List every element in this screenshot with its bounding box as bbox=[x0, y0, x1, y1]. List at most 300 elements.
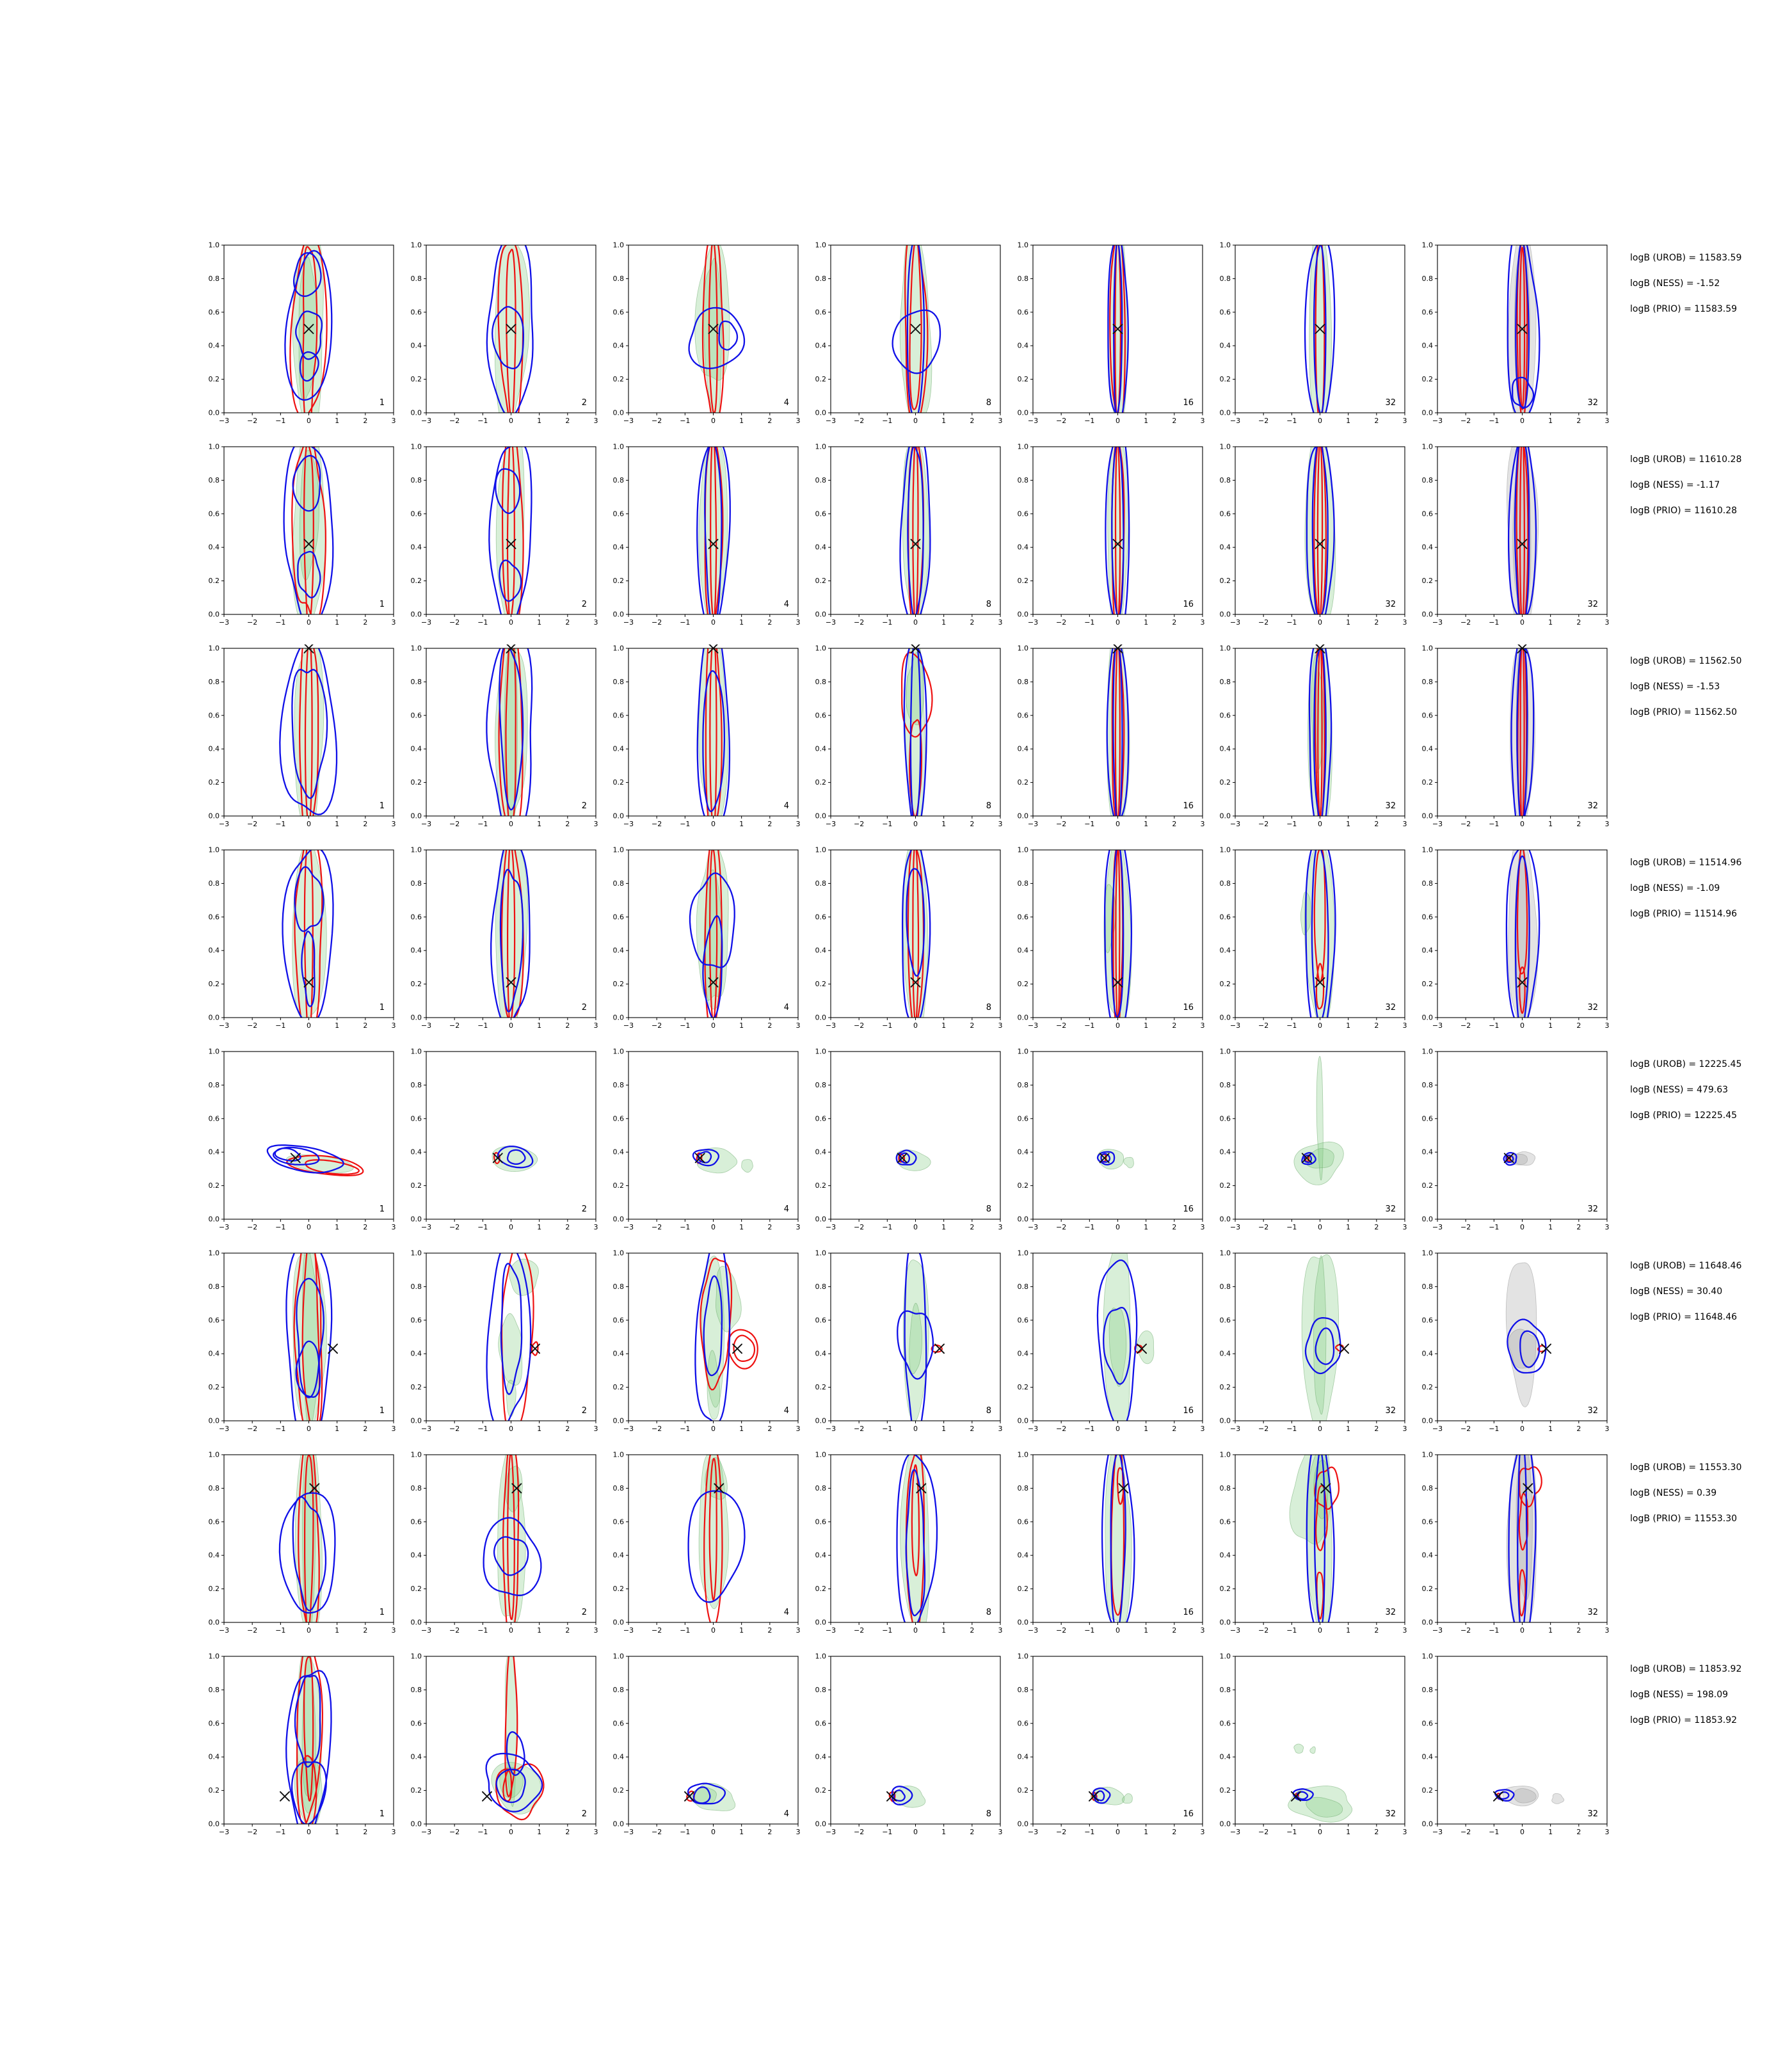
y-tick-label: 1.0 bbox=[815, 1249, 826, 1258]
x-tick-label: 2 bbox=[1576, 1223, 1581, 1231]
panel-budget-label: 4 bbox=[783, 1204, 789, 1214]
y-tick-label: 0.6 bbox=[1219, 913, 1231, 922]
x-tick-label: −2 bbox=[854, 417, 865, 425]
panel-budget-label: 32 bbox=[1587, 1003, 1598, 1012]
x-tick-label: −1 bbox=[1489, 1425, 1500, 1433]
y-tick-label: 0.6 bbox=[1017, 1517, 1028, 1526]
y-tick-label: 0.8 bbox=[1219, 677, 1231, 686]
y-tick-label: 0.2 bbox=[1219, 778, 1231, 787]
y-tick-label: 0.4 bbox=[1421, 744, 1433, 753]
panel-budget-label: 32 bbox=[1385, 1809, 1396, 1819]
panel-budget-label: 16 bbox=[1183, 600, 1194, 609]
x-tick-label: 3 bbox=[1604, 417, 1610, 425]
subplot-svg bbox=[1005, 241, 1207, 440]
y-tick-label: 0.2 bbox=[612, 980, 624, 989]
y-tick-label: 0.6 bbox=[1017, 509, 1028, 518]
x-tick-label: 2 bbox=[1374, 1021, 1379, 1030]
y-tick-label: 0.8 bbox=[612, 1685, 624, 1694]
subplot-panel bbox=[803, 1249, 1005, 1450]
x-tick-label: 1 bbox=[1548, 1626, 1553, 1635]
x-tick-label: −2 bbox=[449, 1223, 460, 1231]
y-tick-label: 0.6 bbox=[208, 1316, 220, 1325]
y-tick-label: 0.4 bbox=[815, 1349, 826, 1358]
x-tick-label: 1 bbox=[1346, 1021, 1351, 1030]
x-tick-label: 2 bbox=[1172, 1021, 1177, 1030]
x-tick-label: −3 bbox=[825, 1626, 836, 1635]
panel-budget-label: 2 bbox=[581, 1608, 587, 1617]
y-tick-label: 1.0 bbox=[208, 443, 220, 451]
x-tick-label: −3 bbox=[825, 1021, 836, 1030]
y-tick-label: 0.0 bbox=[1421, 610, 1433, 619]
x-tick-label: −2 bbox=[247, 1828, 258, 1836]
y-tick-label: 1.0 bbox=[1219, 1048, 1231, 1056]
x-tick-label: −2 bbox=[247, 417, 258, 425]
x-tick-label: −3 bbox=[1027, 1021, 1039, 1030]
y-tick-label: 1.0 bbox=[1017, 1451, 1028, 1459]
y-tick-label: 0.6 bbox=[815, 1719, 826, 1728]
panel-budget-label: 16 bbox=[1183, 398, 1194, 408]
y-tick-label: 1.0 bbox=[815, 443, 826, 451]
x-tick-label: −1 bbox=[1489, 1626, 1500, 1635]
logb-ness-label: logB (NESS) = -1.53 bbox=[1630, 682, 1720, 692]
x-tick-label: −3 bbox=[1229, 618, 1241, 627]
y-tick-label: 0.8 bbox=[410, 1282, 422, 1291]
x-tick-label: 2 bbox=[363, 417, 368, 425]
y-tick-label: 0.6 bbox=[815, 509, 826, 518]
y-tick-label: 0.4 bbox=[208, 1349, 220, 1358]
x-tick-label: 1 bbox=[1144, 1626, 1149, 1635]
x-tick-label: −2 bbox=[854, 1626, 865, 1635]
x-tick-label: 3 bbox=[998, 1223, 1003, 1231]
y-tick-label: 1.0 bbox=[1219, 1652, 1231, 1661]
plot-area bbox=[1507, 1451, 1542, 1640]
x-tick-label: −1 bbox=[1489, 1021, 1500, 1030]
plot-area bbox=[900, 443, 931, 629]
panel-budget-label: 4 bbox=[783, 1406, 789, 1416]
panel-budget-label: 32 bbox=[1385, 398, 1396, 408]
subplot-svg bbox=[1005, 443, 1207, 641]
y-tick-label: 1.0 bbox=[1017, 241, 1028, 250]
subplot-svg bbox=[1207, 846, 1409, 1044]
x-tick-label: 2 bbox=[970, 1021, 975, 1030]
x-tick-label: 0 bbox=[1520, 1626, 1524, 1635]
plot-area bbox=[1305, 443, 1336, 625]
subplot-svg bbox=[1005, 846, 1207, 1044]
x-tick-label: −1 bbox=[477, 417, 488, 425]
y-tick-label: 0.2 bbox=[815, 375, 826, 384]
x-tick-label: 0 bbox=[1116, 1626, 1120, 1635]
subplot-svg bbox=[196, 1249, 398, 1448]
x-tick-label: −1 bbox=[882, 1626, 893, 1635]
y-tick-label: 1.0 bbox=[1219, 846, 1231, 854]
x-tick-label: 1 bbox=[335, 1425, 340, 1433]
plot-area bbox=[1300, 846, 1335, 1040]
x-tick-label: 1 bbox=[1548, 1828, 1553, 1836]
x-tick-label: 1 bbox=[739, 1425, 744, 1433]
x-tick-label: 0 bbox=[1116, 1425, 1120, 1433]
subplot-panel bbox=[1207, 1048, 1409, 1249]
y-tick-label: 0.0 bbox=[612, 1215, 624, 1224]
panel-budget-label: 32 bbox=[1587, 1809, 1598, 1819]
y-tick-label: 0.4 bbox=[612, 341, 624, 350]
x-tick-label: 0 bbox=[509, 1425, 513, 1433]
x-tick-label: 2 bbox=[1172, 618, 1177, 627]
logb-urob-label: logB (UROB) = 11610.28 bbox=[1630, 454, 1742, 465]
y-tick-label: 0.2 bbox=[1421, 778, 1433, 787]
x-tick-label: −1 bbox=[882, 1021, 893, 1030]
y-tick-label: 0.0 bbox=[815, 408, 826, 417]
subplot-svg bbox=[600, 644, 803, 843]
x-tick-label: 0 bbox=[711, 1223, 716, 1231]
y-tick-label: 0.6 bbox=[1017, 711, 1028, 720]
plot-frame bbox=[1033, 1052, 1203, 1219]
y-tick-label: 0.8 bbox=[410, 476, 422, 484]
x-tick-label: −1 bbox=[1286, 1223, 1297, 1231]
subplot-panel bbox=[398, 1451, 600, 1652]
x-tick-label: 1 bbox=[537, 1021, 542, 1030]
x-tick-label: 1 bbox=[1346, 1425, 1351, 1433]
y-tick-label: 0.8 bbox=[815, 1685, 826, 1694]
y-tick-label: 0.0 bbox=[612, 408, 624, 417]
x-tick-label: 0 bbox=[711, 1021, 716, 1030]
panel-budget-label: 4 bbox=[783, 1003, 789, 1012]
y-tick-label: 0.0 bbox=[208, 1820, 220, 1828]
x-tick-label: 2 bbox=[565, 1425, 570, 1433]
y-tick-label: 0.6 bbox=[208, 711, 220, 720]
y-tick-label: 0.4 bbox=[1219, 1551, 1231, 1560]
x-tick-label: 3 bbox=[1604, 1223, 1610, 1231]
y-tick-label: 0.2 bbox=[1017, 1585, 1028, 1594]
y-tick-label: 0.4 bbox=[815, 543, 826, 552]
x-tick-label: 3 bbox=[391, 820, 396, 828]
y-tick-label: 1.0 bbox=[815, 1451, 826, 1459]
logb-urob-label: logB (UROB) = 11562.50 bbox=[1630, 656, 1742, 666]
x-tick-label: −3 bbox=[1432, 417, 1443, 425]
x-tick-label: −2 bbox=[652, 1425, 662, 1433]
x-tick-label: 3 bbox=[998, 1021, 1003, 1030]
x-tick-label: 1 bbox=[537, 1223, 542, 1231]
y-tick-label: 0.6 bbox=[1219, 711, 1231, 720]
x-tick-label: −2 bbox=[854, 1425, 865, 1433]
x-tick-label: 0 bbox=[1318, 1425, 1322, 1433]
x-tick-label: −3 bbox=[1229, 417, 1241, 425]
y-tick-label: 0.6 bbox=[1017, 1719, 1028, 1728]
x-tick-label: −3 bbox=[825, 820, 836, 828]
plot-area bbox=[1288, 1744, 1352, 1822]
x-tick-label: −1 bbox=[1489, 618, 1500, 627]
x-tick-label: −3 bbox=[420, 1626, 432, 1635]
logb-prio-label: logB (PRIO) = 12225.45 bbox=[1630, 1110, 1738, 1121]
x-tick-label: 1 bbox=[335, 1626, 340, 1635]
y-tick-label: 0.8 bbox=[1421, 274, 1433, 283]
x-tick-label: 3 bbox=[391, 618, 396, 627]
x-tick-label: 3 bbox=[998, 1626, 1003, 1635]
y-tick-label: 0.6 bbox=[1421, 711, 1433, 720]
x-tick-label: −1 bbox=[1084, 417, 1095, 425]
plot-area bbox=[280, 644, 340, 841]
panel-budget-label: 32 bbox=[1385, 1204, 1396, 1214]
y-tick-label: 0.6 bbox=[1421, 1316, 1433, 1325]
plot-area bbox=[1506, 1263, 1546, 1407]
plot-frame bbox=[426, 1052, 596, 1219]
y-tick-label: 0.6 bbox=[208, 1517, 220, 1526]
subplot-svg bbox=[1409, 1451, 1612, 1649]
x-tick-label: −1 bbox=[477, 1828, 488, 1836]
subplot-panel bbox=[1207, 644, 1409, 845]
x-tick-label: 0 bbox=[509, 1828, 513, 1836]
plot-area bbox=[280, 1451, 335, 1638]
subplot-svg bbox=[398, 1249, 600, 1448]
y-tick-label: 1.0 bbox=[1219, 644, 1231, 653]
x-tick-label: −3 bbox=[1229, 820, 1241, 828]
subplot-svg bbox=[1409, 443, 1612, 641]
y-tick-label: 0.8 bbox=[410, 879, 422, 888]
x-tick-label: 2 bbox=[767, 1021, 772, 1030]
x-tick-label: 1 bbox=[739, 618, 744, 627]
x-tick-label: 1 bbox=[335, 417, 340, 425]
y-tick-label: 0.0 bbox=[208, 610, 220, 619]
x-tick-label: 1 bbox=[739, 1828, 744, 1836]
y-tick-label: 0.4 bbox=[1421, 1551, 1433, 1560]
x-tick-label: −1 bbox=[1084, 1425, 1095, 1433]
y-tick-label: 0.2 bbox=[208, 577, 220, 586]
y-tick-label: 0.2 bbox=[1421, 577, 1433, 586]
y-tick-label: 0.2 bbox=[815, 778, 826, 787]
subplot-svg bbox=[398, 1451, 600, 1649]
x-tick-label: 3 bbox=[1200, 1223, 1205, 1231]
y-tick-label: 0.2 bbox=[208, 1585, 220, 1594]
y-tick-label: 0.4 bbox=[410, 1752, 422, 1761]
x-tick-label: 1 bbox=[537, 1425, 542, 1433]
x-tick-label: −2 bbox=[854, 1223, 865, 1231]
y-tick-label: 0.4 bbox=[410, 1349, 422, 1358]
y-tick-label: 0.6 bbox=[815, 1114, 826, 1123]
y-tick-label: 0.4 bbox=[1421, 946, 1433, 955]
y-tick-label: 1.0 bbox=[208, 644, 220, 653]
y-tick-label: 0.4 bbox=[410, 946, 422, 955]
y-tick-label: 0.6 bbox=[1421, 1719, 1433, 1728]
y-tick-label: 1.0 bbox=[208, 1652, 220, 1661]
x-tick-label: 1 bbox=[1144, 1828, 1149, 1836]
plot-area bbox=[896, 1150, 931, 1171]
x-tick-label: −3 bbox=[420, 820, 432, 828]
x-tick-label: 2 bbox=[1172, 417, 1177, 425]
x-tick-label: 0 bbox=[1116, 1223, 1120, 1231]
x-tick-label: −3 bbox=[1229, 1828, 1241, 1836]
subplot-panel bbox=[1005, 644, 1207, 845]
x-tick-label: 0 bbox=[711, 417, 716, 425]
y-tick-label: 1.0 bbox=[1219, 443, 1231, 451]
y-tick-label: 0.2 bbox=[208, 778, 220, 787]
subplot-svg bbox=[1207, 1048, 1409, 1246]
x-tick-label: 0 bbox=[1318, 417, 1322, 425]
x-tick-label: −3 bbox=[1432, 820, 1443, 828]
panel-budget-label: 2 bbox=[581, 600, 587, 609]
x-tick-label: 3 bbox=[593, 417, 598, 425]
x-tick-label: −3 bbox=[825, 1425, 836, 1433]
x-tick-label: 0 bbox=[711, 1425, 716, 1433]
x-tick-label: 3 bbox=[796, 1021, 801, 1030]
panel-budget-label: 32 bbox=[1587, 1406, 1598, 1416]
y-tick-label: 0.4 bbox=[815, 1148, 826, 1156]
y-tick-label: 0.0 bbox=[1219, 1618, 1231, 1627]
y-tick-label: 0.4 bbox=[612, 1752, 624, 1761]
subplot-panel bbox=[600, 241, 803, 442]
x-tick-label: −3 bbox=[1027, 1223, 1039, 1231]
x-tick-label: −3 bbox=[218, 1626, 230, 1635]
y-tick-label: 0.8 bbox=[1017, 1685, 1028, 1694]
x-tick-label: −3 bbox=[623, 1021, 634, 1030]
x-tick-label: −1 bbox=[1286, 1021, 1297, 1030]
subplot-svg bbox=[1207, 443, 1409, 641]
x-tick-label: 0 bbox=[1318, 1223, 1322, 1231]
y-tick-label: 0.4 bbox=[1219, 1752, 1231, 1761]
x-tick-label: 3 bbox=[391, 1425, 396, 1433]
subplot-panel bbox=[803, 443, 1005, 644]
x-tick-label: −1 bbox=[882, 1828, 893, 1836]
subplot-panel bbox=[1005, 1451, 1207, 1652]
subplot-svg bbox=[600, 1249, 803, 1448]
x-tick-label: 2 bbox=[1576, 417, 1581, 425]
y-tick-label: 0.6 bbox=[410, 711, 422, 720]
x-tick-label: −3 bbox=[420, 1021, 432, 1030]
y-tick-label: 1.0 bbox=[815, 1048, 826, 1056]
y-tick-label: 1.0 bbox=[815, 846, 826, 854]
x-tick-label: 2 bbox=[767, 1626, 772, 1635]
y-tick-label: 1.0 bbox=[612, 1451, 624, 1459]
x-tick-label: 3 bbox=[1402, 618, 1407, 627]
subplot-panel bbox=[196, 1048, 398, 1249]
x-tick-label: −2 bbox=[449, 417, 460, 425]
y-tick-label: 0.2 bbox=[1219, 1585, 1231, 1594]
x-tick-label: 0 bbox=[1318, 1626, 1322, 1635]
logb-ness-label: logB (NESS) = -1.09 bbox=[1630, 883, 1720, 893]
x-tick-label: 0 bbox=[1318, 1828, 1322, 1836]
subplot-panel bbox=[398, 644, 600, 845]
plot-area bbox=[698, 644, 730, 831]
x-tick-label: 1 bbox=[335, 1021, 340, 1030]
x-tick-label: 3 bbox=[998, 820, 1003, 828]
y-tick-label: 0.2 bbox=[1421, 1181, 1433, 1190]
y-tick-label: 0.0 bbox=[1219, 1416, 1231, 1425]
subplot-svg bbox=[600, 1048, 803, 1246]
x-tick-label: −3 bbox=[1027, 417, 1039, 425]
subplot-svg bbox=[1005, 1652, 1207, 1851]
y-tick-label: 0.4 bbox=[1219, 341, 1231, 350]
x-tick-label: −2 bbox=[1460, 1626, 1471, 1635]
y-tick-label: 0.2 bbox=[410, 1786, 422, 1795]
y-tick-label: 0.4 bbox=[612, 946, 624, 955]
x-tick-label: −1 bbox=[680, 1626, 691, 1635]
panel-budget-label: 16 bbox=[1183, 1003, 1194, 1012]
x-tick-label: −2 bbox=[1056, 417, 1067, 425]
panel-budget-label: 1 bbox=[379, 1809, 385, 1819]
x-tick-label: 3 bbox=[1402, 1626, 1407, 1635]
y-tick-label: 0.2 bbox=[1219, 577, 1231, 586]
subplot-svg bbox=[803, 846, 1005, 1044]
x-tick-label: 1 bbox=[941, 618, 947, 627]
x-tick-label: −1 bbox=[680, 618, 691, 627]
y-tick-label: 0.0 bbox=[1421, 1215, 1433, 1224]
x-tick-label: 0 bbox=[913, 1626, 918, 1635]
panel-budget-label: 16 bbox=[1183, 801, 1194, 811]
plot-area bbox=[1495, 1786, 1564, 1806]
y-tick-label: 0.2 bbox=[410, 980, 422, 989]
x-tick-label: 1 bbox=[739, 1626, 744, 1635]
subplot-panel bbox=[196, 1249, 398, 1450]
x-tick-label: 2 bbox=[970, 1223, 975, 1231]
x-tick-label: 0 bbox=[509, 820, 513, 828]
x-tick-label: 2 bbox=[970, 1425, 975, 1433]
x-tick-label: 3 bbox=[1402, 1828, 1407, 1836]
subplot-panel bbox=[196, 1451, 398, 1652]
x-tick-label: −2 bbox=[1258, 417, 1269, 425]
x-tick-label: 0 bbox=[1520, 1223, 1524, 1231]
subplot-svg bbox=[1005, 644, 1207, 843]
panel-budget-label: 8 bbox=[986, 1608, 991, 1617]
y-tick-label: 0.8 bbox=[1219, 1484, 1231, 1492]
y-tick-label: 0.0 bbox=[815, 1820, 826, 1828]
x-tick-label: 3 bbox=[796, 1425, 801, 1433]
x-tick-label: 3 bbox=[1200, 1626, 1205, 1635]
x-tick-label: 2 bbox=[1576, 1021, 1581, 1030]
y-tick-label: 1.0 bbox=[612, 644, 624, 653]
x-tick-label: 3 bbox=[593, 1626, 598, 1635]
panel-budget-label: 8 bbox=[986, 1003, 991, 1012]
x-tick-label: −3 bbox=[1229, 1223, 1241, 1231]
x-tick-label: 1 bbox=[1346, 1828, 1351, 1836]
x-tick-label: 3 bbox=[593, 1425, 598, 1433]
x-tick-label: −2 bbox=[1460, 1828, 1471, 1836]
x-tick-label: 2 bbox=[970, 820, 975, 828]
x-tick-label: 3 bbox=[1402, 417, 1407, 425]
y-tick-label: 0.8 bbox=[208, 879, 220, 888]
x-tick-label: 0 bbox=[307, 820, 311, 828]
plot-area bbox=[268, 1145, 364, 1176]
subplot-panel bbox=[803, 846, 1005, 1047]
logb-urob-label: logB (UROB) = 11553.30 bbox=[1630, 1462, 1742, 1473]
plot-area bbox=[285, 241, 332, 436]
plot-area bbox=[1305, 241, 1334, 428]
y-tick-label: 1.0 bbox=[208, 1451, 220, 1459]
x-tick-label: −3 bbox=[825, 618, 836, 627]
x-tick-label: 3 bbox=[593, 618, 598, 627]
x-tick-label: 0 bbox=[913, 820, 918, 828]
y-tick-label: 0.2 bbox=[612, 1383, 624, 1392]
y-tick-label: 0.4 bbox=[1219, 946, 1231, 955]
y-tick-label: 0.4 bbox=[1219, 543, 1231, 552]
y-tick-label: 0.8 bbox=[612, 476, 624, 484]
y-tick-label: 0.0 bbox=[208, 1618, 220, 1627]
x-tick-label: −3 bbox=[1432, 1626, 1443, 1635]
logb-prio-label: logB (PRIO) = 11853.92 bbox=[1630, 1715, 1738, 1725]
subplot-svg bbox=[398, 241, 600, 440]
x-tick-label: −3 bbox=[623, 618, 634, 627]
subplot-panel bbox=[1207, 1451, 1409, 1652]
x-tick-label: 3 bbox=[998, 417, 1003, 425]
x-tick-label: 3 bbox=[1200, 618, 1205, 627]
y-tick-label: 0.6 bbox=[410, 1517, 422, 1526]
y-tick-label: 0.4 bbox=[208, 543, 220, 552]
panel-budget-label: 16 bbox=[1183, 1406, 1194, 1416]
y-tick-label: 0.8 bbox=[612, 1080, 624, 1089]
y-tick-label: 0.0 bbox=[1421, 408, 1433, 417]
panel-budget-label: 4 bbox=[783, 1608, 789, 1617]
y-tick-label: 0.4 bbox=[208, 1148, 220, 1156]
x-tick-label: 3 bbox=[391, 1828, 396, 1836]
subplot-panel bbox=[1005, 443, 1207, 644]
x-tick-label: 1 bbox=[941, 1828, 947, 1836]
